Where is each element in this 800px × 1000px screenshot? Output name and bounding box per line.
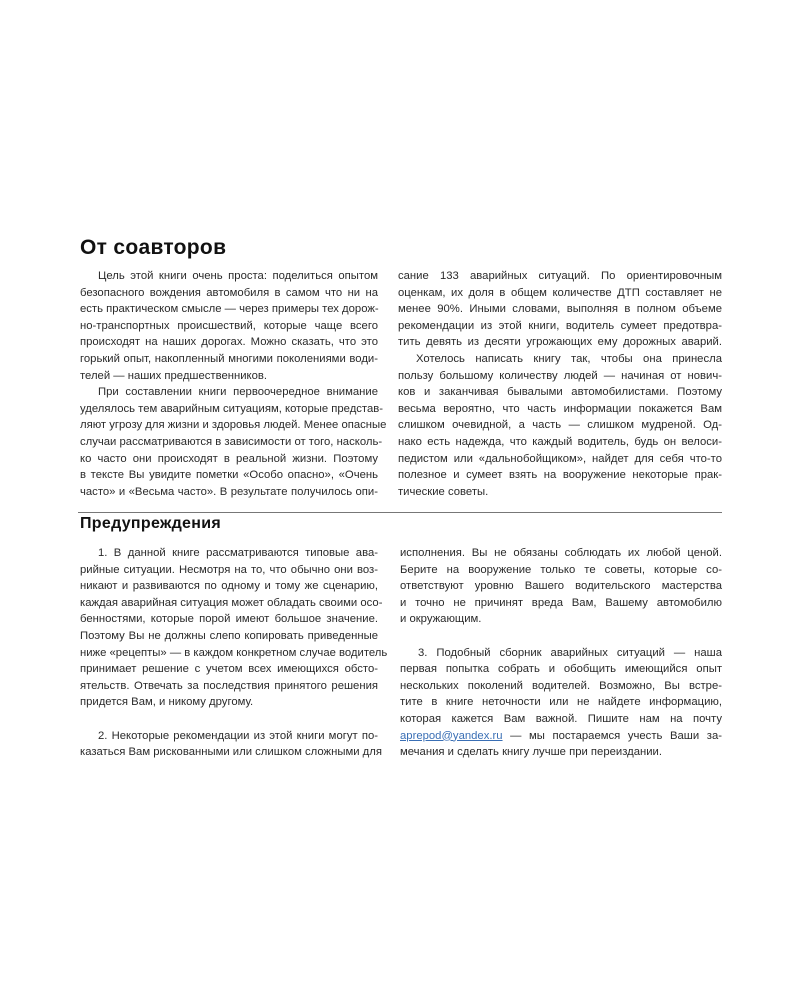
text-line: полезное и сумеет взять на вооружение некоторые прак- [398,469,722,482]
text-line: исполнения. Вы не обязаны соблюдать их любой ценой. [400,547,722,559]
text-line: мечания и сделать книгу лучше при переиздании. [400,746,663,759]
text-line: тить девять из десяти угрожающих ему дорожных аварий. [398,336,722,349]
text-line: Цель этой книги очень проста: поделиться опытом [98,270,378,282]
text-line: есть практическом смысле — через примеры тех дорож- [80,303,379,316]
text-line: телей — наших предшественников. [80,369,268,382]
text-line: в тексте Вы увидите пометки «Особо опасно», «Очень [80,469,378,482]
text-line: 2. Некоторые рекомендации из этой книги могут по- [98,729,378,742]
text-line: бенностями, которые порой имеют большое значение. [80,613,378,626]
text-line [400,728,722,745]
text-line: ков и заканчивая бывалыми автомобилистами. Поэтому [398,386,722,399]
text-line: случаи рассматриваются в зависимости от того, насколь- [80,435,383,448]
text-line: первая попытка собрать и обобщить имеющийся опыт [400,663,722,676]
text-line: 1. В данной книге рассматриваются типовые ава- [98,547,378,559]
text-line: пользу большому количеству людей — начиная от нович- [398,369,722,382]
text-line: но-транспортных происшествий, которые чаще всего [80,319,378,332]
text-line: сание 133 аварийных ситуаций. По ориентировочным [398,270,722,282]
text-line: весьма вероятно, что часть информации покажется Вам [398,402,722,415]
text-line: 3. Подобный сборник аварийных ситуаций — наша [418,646,722,659]
paragraph-gap [400,628,722,645]
text-line: педистом или «дальнобойщиком», найдет для себя что-то [398,452,722,465]
text-line: оценкам, их доля в общем количестве ДТП составляет не [398,286,722,299]
text-line: рийные ситуации. Несмотря на то, что обычно они воз- [80,563,378,576]
text-line: менее 90%. Иными словами, выполняя в полном объеме [398,303,722,316]
text-line-rest: — мы постараемся учесть Ваши за- [502,729,722,742]
text-line: часто» и «Весьма часто». В результате получилось опи- [80,485,378,498]
warnings-right-column [400,545,722,761]
text-line: тические советы. [398,485,489,498]
text-line: ко часто они происходят в реальной жизни. Поэтому [80,452,378,465]
text-line: ниже «рецепты» — в каждом конкретном случае водитель [80,646,388,659]
section-title-warnings: Предупреждения [80,515,221,532]
text-line: ответствуют уровню Вашего водительского мастерства [400,580,722,593]
text-line: принимает решение с учетом всех имеющихся обсто- [80,663,378,676]
text-line: горький опыт, накопленный многими поколениями води- [80,352,378,365]
text-line: Берите на вооружение только те советы, которые со- [400,563,722,576]
text-line: нако есть надежда, что каждый водитель, будь он велоси- [398,435,722,448]
text-line: ятельств. Отвечать за последствия принятого решения [80,679,378,692]
text-line: Поэтому Вы не должны слепо копировать приведенные [80,629,378,642]
text-line: уделялось тем аварийным ситуациям, которые представ- [80,402,384,415]
text-line: безопасного вождения автомобиля в самом что ни на [80,286,378,299]
coauthors-right-column [398,268,722,500]
text-line: рекомендации из этой книги, водитель сумеет предотвра- [398,319,722,332]
text-line: никают и развиваются по одному и тому же сценарию, [80,580,378,593]
text-line: При составлении книги первоочередное внимание [98,386,378,399]
section-title-coauthors: От соавторов [80,236,227,259]
email-link[interactable]: aprepod@yandex.ru [400,729,503,742]
section-divider [78,512,722,513]
text-line: происходят на наших дорогах. Можно сказать, что это [80,336,378,349]
paragraph-gap [80,711,378,728]
text-line: и точно не причинят вреда Вам, Вашему автомобилю [400,596,722,609]
text-line: казаться Вам рискованными или слишком сложными для [80,746,382,759]
text-line: каждая аварийная ситуация может обладать своими осо- [80,596,383,609]
text-line: ляют угрозу для жизни и здоровья людей. Менее опасные [80,419,387,432]
text-line: которая кажется Вам важной. Пишите нам на почту [400,712,722,725]
text-line: придется Вам, и никому другому. [80,696,254,709]
text-line: нескольких поколений водителей. Возможно, Вы встре- [400,679,722,692]
coauthors-left-column [80,268,387,500]
text-line: тите в книге неточности или не найдете информацию, [400,696,722,709]
text-line: и окружающим. [400,613,482,626]
text-line: Хотелось написать книгу так, чтобы она принесла [416,352,722,365]
warnings-left-column [80,545,388,761]
text-line: слишком очевидной, а часть — слишком мудреной. Од- [398,419,722,432]
